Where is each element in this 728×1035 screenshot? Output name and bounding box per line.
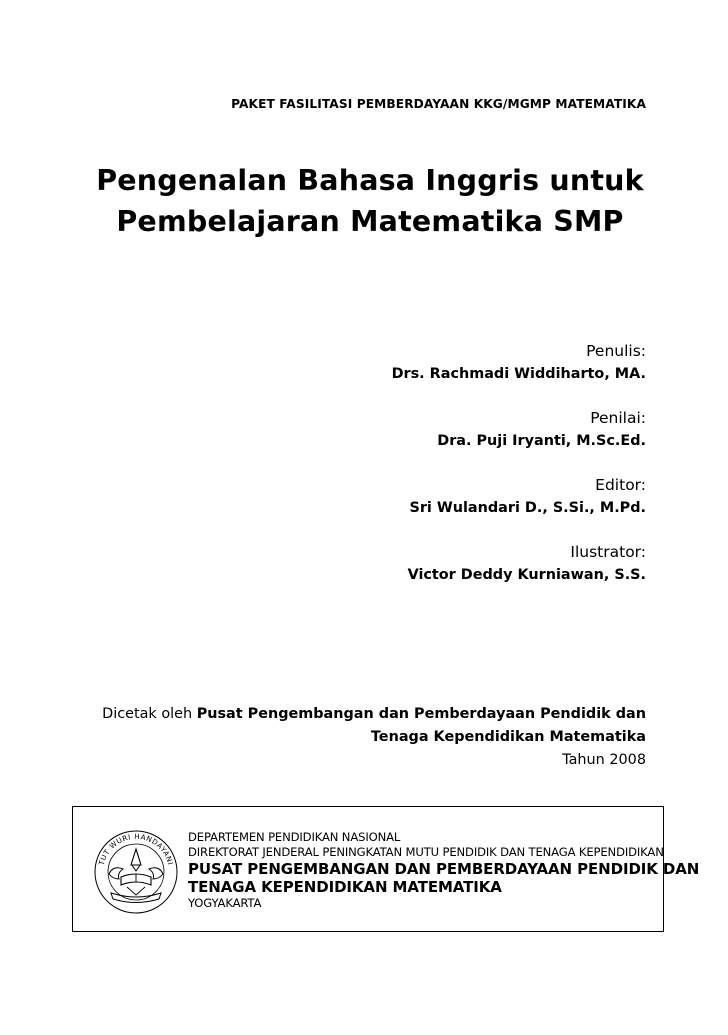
publisher-name-line-2: Tenaga Kependidikan Matematika [370,729,646,745]
book-title [90,160,650,242]
book-title-line-1: Pengenalan Bahasa Inggris untuk [96,164,644,197]
publication-year: Tahun 2008 [562,752,646,768]
institution-text [188,830,700,911]
publisher-block [96,703,646,772]
credit-role: Ilustrator: [570,543,646,561]
publisher-name-line-1: Pusat Pengembangan dan Pemberdayaan Pendidik dan [196,706,646,722]
credit-role: Editor: [595,476,646,494]
credits [226,340,646,608]
publisher-prefix: Dicetak oleh [102,706,193,722]
credit-name: Sri Wulandari D., S.Si., M.Pd. [409,500,646,516]
emblem-text: TUT WURI HANDAYANI [96,831,176,867]
book-title-line-2: Pembelajaran Matematika SMP [116,205,624,238]
publisher-line-1 [96,703,646,726]
credit-name: Dra. Puji Iryanti, M.Sc.Ed. [437,433,646,449]
department-name: DEPARTEMEN PENDIDIKAN NASIONAL [188,830,401,844]
credit-name: Victor Deddy Kurniawan, S.S. [407,567,646,583]
tut-wuri-handayani-emblem-icon [91,827,181,917]
city-name: YOGYAKARTA [188,896,262,910]
institution-box [72,806,700,932]
credit-illustrator [226,541,646,608]
directorate-name: DIREKTORAT JENDERAL PENINGKATAN MUTU PENDIDIK DAN TENAGA KEPENDIDIKAN [188,845,664,859]
credit-author [226,340,646,407]
credit-editor [226,474,646,541]
publisher-line-2 [96,726,646,749]
series-title: PAKET FASILITASI PEMBERDAYAAN KKG/MGMP MATEMATIKA [231,97,646,111]
credit-name: Drs. Rachmadi Widdiharto, MA. [391,366,646,382]
credit-reviewer [226,407,646,474]
credit-role: Penulis: [586,342,646,360]
credit-role: Penilai: [590,409,646,427]
center-name-line-2: TENAGA KEPENDIDIKAN MATEMATIKA [188,878,502,896]
center-name-line-1: PUSAT PENGEMBANGAN DAN PEMBERDAYAAN PENDIDIK DAN [188,860,700,878]
